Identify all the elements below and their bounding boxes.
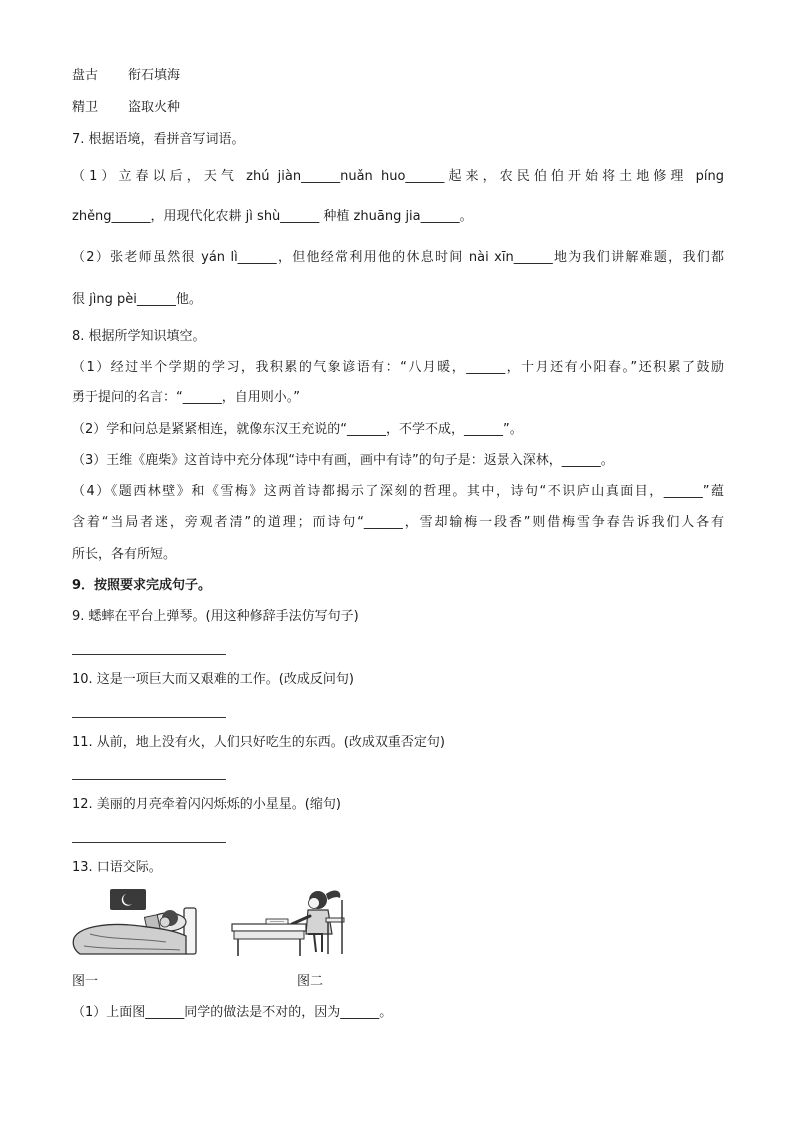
q10-item: 10. 这是一项巨大而又艰难的工作。(改成反问句) [72,672,354,687]
q7-title: 7. 根据语境，看拼音写词语。 [72,132,245,147]
q8-part1-line2: 勇于提问的名言：“______，自用则小。” [72,390,300,405]
matching-right-1: 衔石填海 [128,68,181,83]
girl-at-desk-icon [230,886,348,958]
q8-part4-line2: 含着“当局者迷，旁观者清”的道理；而诗句“______，雪却输梅一段香”则借梅雪争春告诉我们人各有 [72,515,724,530]
q7-part1-line2: zhěng______，用现代化农耕 jì shù______ 种植 zhuāng jia______。 [72,209,473,224]
answer-line[interactable] [72,842,226,843]
q8-title: 8. 根据所学知识填空。 [72,329,206,344]
matching-right-2: 盗取火种 [128,100,181,115]
q8-part4-line3: 所长，各有所短。 [72,547,177,562]
q8-part2: （2）学和问总是紧紧相连，就像东汉王充说的“______，不学不成，______”。 [72,422,523,437]
q9-item: 9. 蟋蟀在平台上弹琴。(用这种修辞手法仿写句子) [72,609,359,624]
q13-title: 13. 口语交际。 [72,860,162,875]
q13-part1: （1）上面图______同学的做法是不对的，因为______。 [72,1005,393,1020]
figure-2-label: 图二 [297,974,324,989]
answer-line[interactable] [72,717,226,718]
figure-1-label: 图一 [72,974,99,989]
q7-part1-line1: （1）立春以后，天气 zhú jiàn______nuǎn huo______起来，农民伯伯开始将土地修理 píng [72,169,724,184]
q8-part4-line1: （4）《题西林壁》和《雪梅》这两首诗都揭示了深刻的哲理。其中，诗句“不识庐山真面目，______”蕴 [72,484,724,499]
q8-part1-line1: （1）经过半个学期的学习，我积累的气象谚语有：“八月暖，______，十月还有小阳春。”还积累了鼓励 [72,360,724,375]
q7-part2-line2: 很 jìng pèi______他。 [72,292,202,307]
q12-item: 12. 美丽的月亮牵着闪闪烁烁的小星星。(缩句) [72,797,341,812]
section-9-heading: 9．按照要求完成句子。 [72,578,212,593]
q7-part2-line1: （2）张老师虽然很 yán lì______，但他经常利用他的休息时间 nài xīn______地为我们讲解难题，我们都 [72,250,724,265]
reading-in-bed-illustration [70,888,202,958]
q8-part3: （3）王维《鹿柴》这首诗中充分体现“诗中有画，画中有诗”的句子是：返景入深林，______。 [72,453,614,468]
girl-at-desk-illustration [230,886,348,958]
matching-left-1: 盘古 [72,68,99,83]
answer-line[interactable] [72,654,226,655]
q11-item: 11. 从前，地上没有火，人们只好吃生的东西。(改成双重否定句) [72,735,445,750]
matching-left-2: 精卫 [72,100,99,115]
answer-line[interactable] [72,779,226,780]
reading-in-bed-icon [70,888,202,958]
